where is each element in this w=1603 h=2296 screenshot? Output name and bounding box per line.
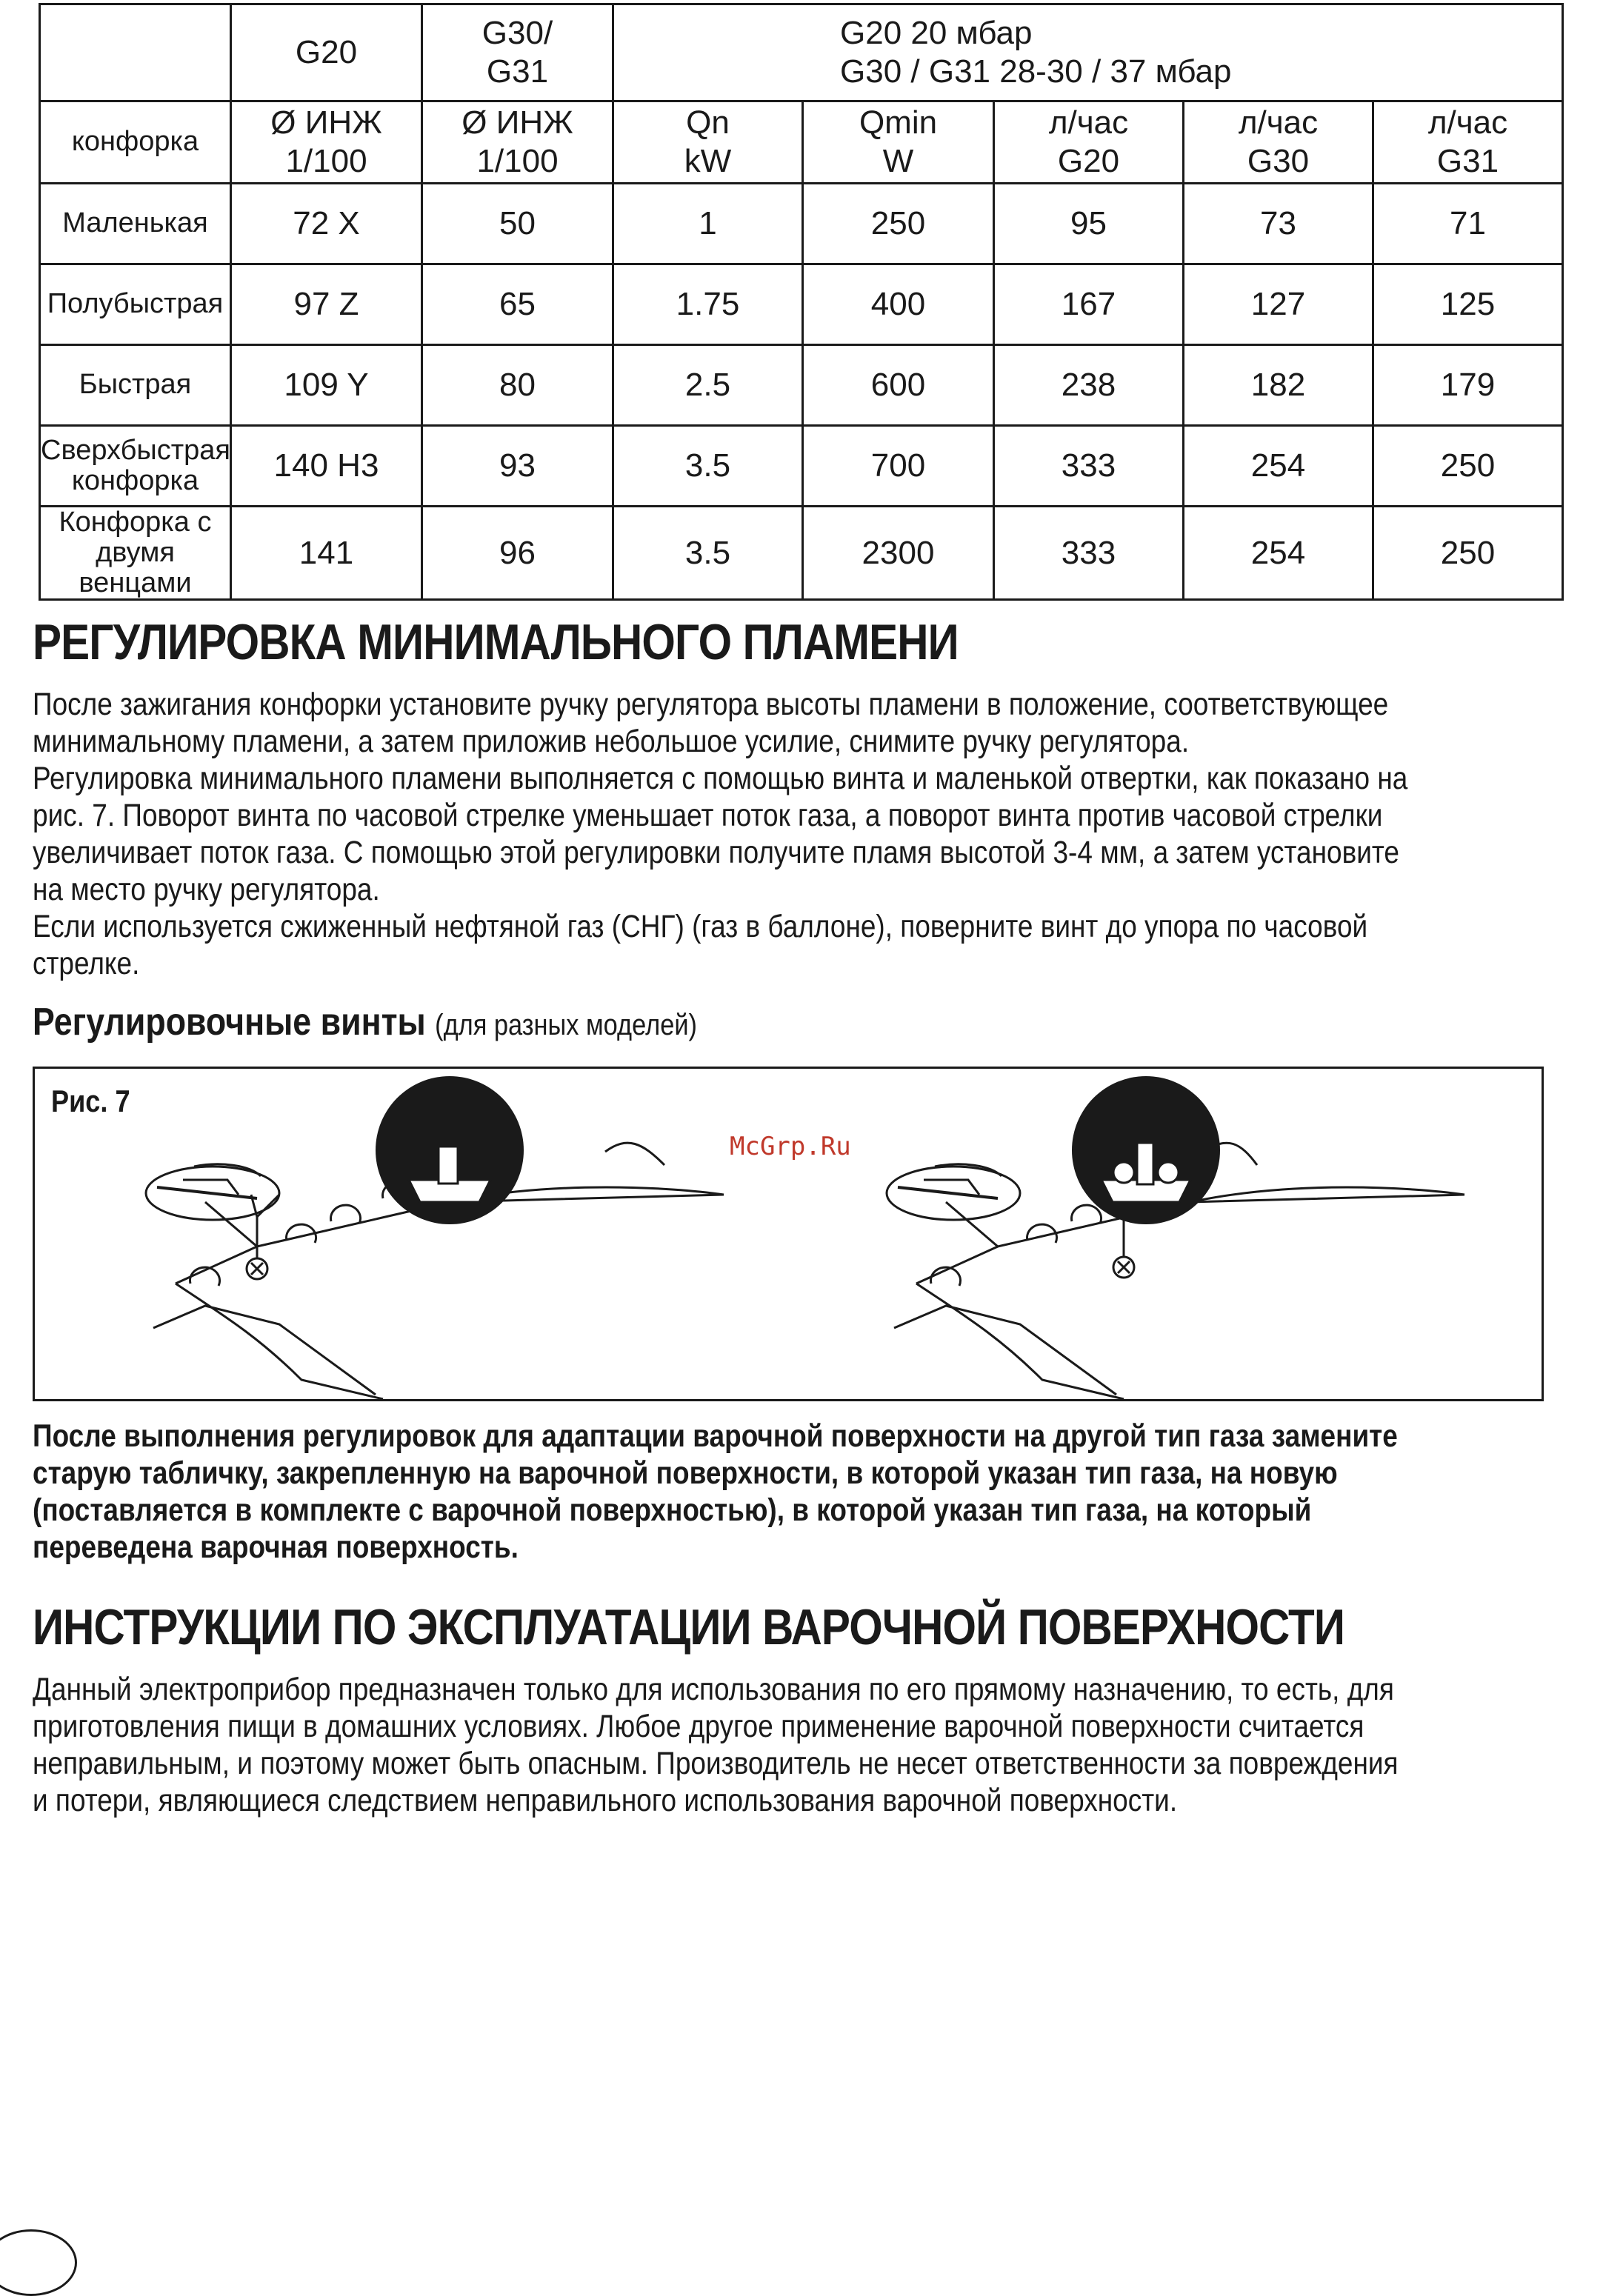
screw-adjust-illustration bbox=[35, 1069, 1542, 1399]
table-header-g20: G20 bbox=[231, 4, 422, 101]
table-row bbox=[40, 345, 1563, 426]
table-cell: 50 bbox=[422, 184, 613, 264]
text-line: (поставляется в комплекте с варочной поверхностью), в которой указан тип газа, на который bbox=[33, 1492, 1312, 1528]
table-cell: 140 H3 bbox=[231, 426, 422, 507]
table-header-empty-cell bbox=[40, 4, 231, 101]
section-title-instructions: ИНСТРУКЦИИ ПО ЭКСПЛУАТАЦИИ ВАРОЧНОЙ ПОВЕРХНОСТИ bbox=[33, 1599, 1345, 1655]
min-flame-paragraph bbox=[33, 686, 1562, 982]
table-cell: 167 bbox=[994, 264, 1184, 345]
page-number-circle bbox=[0, 2229, 77, 2296]
table-cell: 125 bbox=[1373, 264, 1563, 345]
table-subheader-cell: л/час G20 bbox=[994, 101, 1184, 184]
table-cell: 96 bbox=[422, 507, 613, 600]
table-cell: 2300 bbox=[803, 507, 994, 600]
burner-name: Полубыстрая bbox=[40, 264, 231, 345]
table-subheader-cell: Ø ИНЖ 1/100 bbox=[231, 101, 422, 184]
adjust-screws-note: (для разных моделей) bbox=[435, 1009, 697, 1041]
burner-name: Конфорка с двумя венцами bbox=[40, 507, 231, 600]
table-cell: 2.5 bbox=[613, 345, 803, 426]
table-cell: 333 bbox=[994, 426, 1184, 507]
text-line: Если используется сжиженный нефтяной газ (СНГ) (газ в баллоне), поверните винт до упора по часовой bbox=[33, 909, 1368, 944]
table-row bbox=[40, 426, 1563, 507]
table-subheader-cell: конфорка bbox=[40, 101, 231, 184]
text-line: переведена варочная поверхность. bbox=[33, 1529, 519, 1565]
table-cell: 1 bbox=[613, 184, 803, 264]
text-line: стрелке. bbox=[33, 946, 140, 981]
text-line: После выполнения регулировок для адаптации варочной поверхности на другой тип газа замените bbox=[33, 1418, 1398, 1454]
table-cell: 250 bbox=[1373, 507, 1563, 600]
table-row bbox=[40, 184, 1563, 264]
section-title-adjust-screws bbox=[33, 1000, 697, 1044]
text-line: Регулировка минимального пламени выполняется с помощью винта и маленькой отвертки, как показано на bbox=[33, 761, 1408, 796]
table-cell: 250 bbox=[1373, 426, 1563, 507]
table-cell: 65 bbox=[422, 264, 613, 345]
table-subheader-cell: Qmin W bbox=[803, 101, 994, 184]
figure-label: Рис. 7 bbox=[51, 1084, 130, 1118]
section-title-min-flame: РЕГУЛИРОВКА МИНИМАЛЬНОГО ПЛАМЕНИ bbox=[33, 614, 959, 670]
table-cell: 127 bbox=[1184, 264, 1373, 345]
table-cell: 95 bbox=[994, 184, 1184, 264]
text-line: и потери, являющиеся следствием неправильного использования варочной поверхности. bbox=[33, 1783, 1178, 1818]
gas-parameters-table bbox=[39, 3, 1564, 601]
table-cell: 179 bbox=[1373, 345, 1563, 426]
table-header-pressure: G20 20 мбар G30 / G31 28-30 / 37 мбар bbox=[613, 4, 1563, 101]
text-line: рис. 7. Поворот винта по часовой стрелке уменьшает поток газа, а поворот винта против часовой стрелки bbox=[33, 798, 1383, 833]
table-cell: 600 bbox=[803, 345, 994, 426]
table-row bbox=[40, 264, 1563, 345]
table-subheader-cell: л/час G31 bbox=[1373, 101, 1563, 184]
table-cell: 72 X bbox=[231, 184, 422, 264]
table-cell: 1.75 bbox=[613, 264, 803, 345]
table-cell: 73 bbox=[1184, 184, 1373, 264]
table-cell: 3.5 bbox=[613, 507, 803, 600]
text-line: неправильным, и поэтому может быть опасным. Производитель не несет ответственности за повреждения bbox=[33, 1746, 1399, 1781]
table-cell: 182 bbox=[1184, 345, 1373, 426]
table-header-row bbox=[40, 4, 1563, 101]
table-cell: 97 Z bbox=[231, 264, 422, 345]
watermark: McGrp.Ru bbox=[730, 1132, 851, 1161]
table-cell: 3.5 bbox=[613, 426, 803, 507]
table-cell: 250 bbox=[803, 184, 994, 264]
text-line: на место ручку регулятора. bbox=[33, 872, 380, 907]
text-line: минимальному пламени, а затем приложив небольшое усилие, снимите ручку регулятора. bbox=[33, 724, 1190, 759]
table-cell: 700 bbox=[803, 426, 994, 507]
table-subheader-row bbox=[40, 101, 1563, 184]
table-cell: 93 bbox=[422, 426, 613, 507]
text-line: Данный электроприбор предназначен только для использования по его прямому назначению, то есть, для bbox=[33, 1672, 1394, 1707]
table-cell: 141 bbox=[231, 507, 422, 600]
instructions-paragraph bbox=[33, 1671, 1562, 1819]
adjust-screws-title: Регулировочные винты bbox=[33, 1001, 426, 1044]
burner-name: Маленькая bbox=[40, 184, 231, 264]
table-subheader-cell: л/час G30 bbox=[1184, 101, 1373, 184]
text-line: После зажигания конфорки установите ручку регулятора высоты пламени в положение, соответствующее bbox=[33, 687, 1389, 722]
table-cell: 109 Y bbox=[231, 345, 422, 426]
table-subheader-cell: Qn kW bbox=[613, 101, 803, 184]
table-cell: 71 bbox=[1373, 184, 1563, 264]
figure-7 bbox=[33, 1067, 1544, 1401]
table-cell: 238 bbox=[994, 345, 1184, 426]
table-cell: 80 bbox=[422, 345, 613, 426]
table-cell: 254 bbox=[1184, 426, 1373, 507]
table-header-g30-g31: G30/ G31 bbox=[422, 4, 613, 101]
text-line: старую табличку, закрепленную на варочной поверхности, в которой указан тип газа, на новую bbox=[33, 1455, 1338, 1491]
table-cell: 400 bbox=[803, 264, 994, 345]
text-line: приготовления пищи в домашних условиях. Любое другое применение варочной поверхности считается bbox=[33, 1709, 1364, 1744]
table-cell: 254 bbox=[1184, 507, 1373, 600]
table-subheader-cell: Ø ИНЖ 1/100 bbox=[422, 101, 613, 184]
burner-name: Быстрая bbox=[40, 345, 231, 426]
burner-name: Сверхбыстрая конфорка bbox=[40, 426, 231, 507]
table-row bbox=[40, 507, 1563, 600]
gas-label-paragraph bbox=[33, 1418, 1562, 1566]
table-cell: 333 bbox=[994, 507, 1184, 600]
text-line: увеличивает поток газа. С помощью этой регулировки получите пламя высотой 3-4 мм, а затем установите bbox=[33, 835, 1399, 870]
